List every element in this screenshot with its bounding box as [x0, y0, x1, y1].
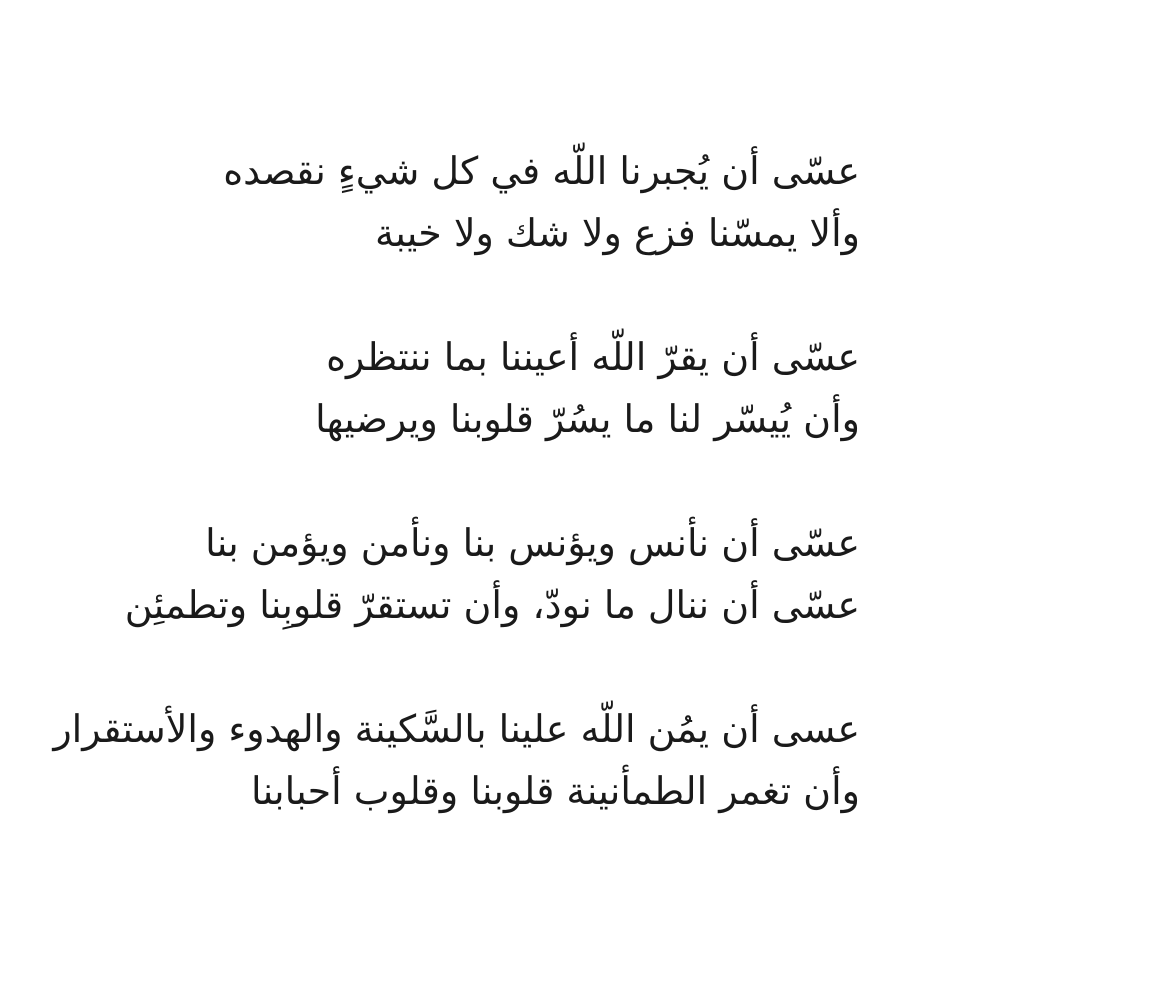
stanza-3 — [124, 512, 860, 636]
stanza-1 — [200, 140, 860, 264]
poem-line: وألا يمسّنا فزع ولا شك ولا خيبة — [374, 211, 860, 255]
stanza-2 — [200, 326, 860, 450]
poem-line: عسى أن يمُن اللّه علينا بالسَّكينة والهدوء والأستقرار — [53, 707, 860, 751]
poem-text — [53, 140, 860, 822]
poem-line: عسّى أن نأنس ويؤنس بنا ونأمن ويؤمن بنا — [205, 521, 860, 565]
poem-line: عسّى أن ننال ما نودّ، وأن تستقرّ قلوبِنا وتطمئِن — [124, 583, 860, 627]
poem-line: وأن تغمر الطمأنينة قلوبنا وقلوب أحبابنا — [250, 769, 860, 813]
poem-line: عسّى أن يُجبرنا اللّه في كل شيءٍ نقصده — [223, 149, 860, 193]
stanza-4 — [53, 698, 860, 822]
poem-line: عسّى أن يقرّ اللّه أعيننا بما ننتظره — [326, 335, 860, 379]
poem-line: وأن يُيسّر لنا ما يسُرّ قلوبنا ويرضيها — [315, 397, 860, 441]
